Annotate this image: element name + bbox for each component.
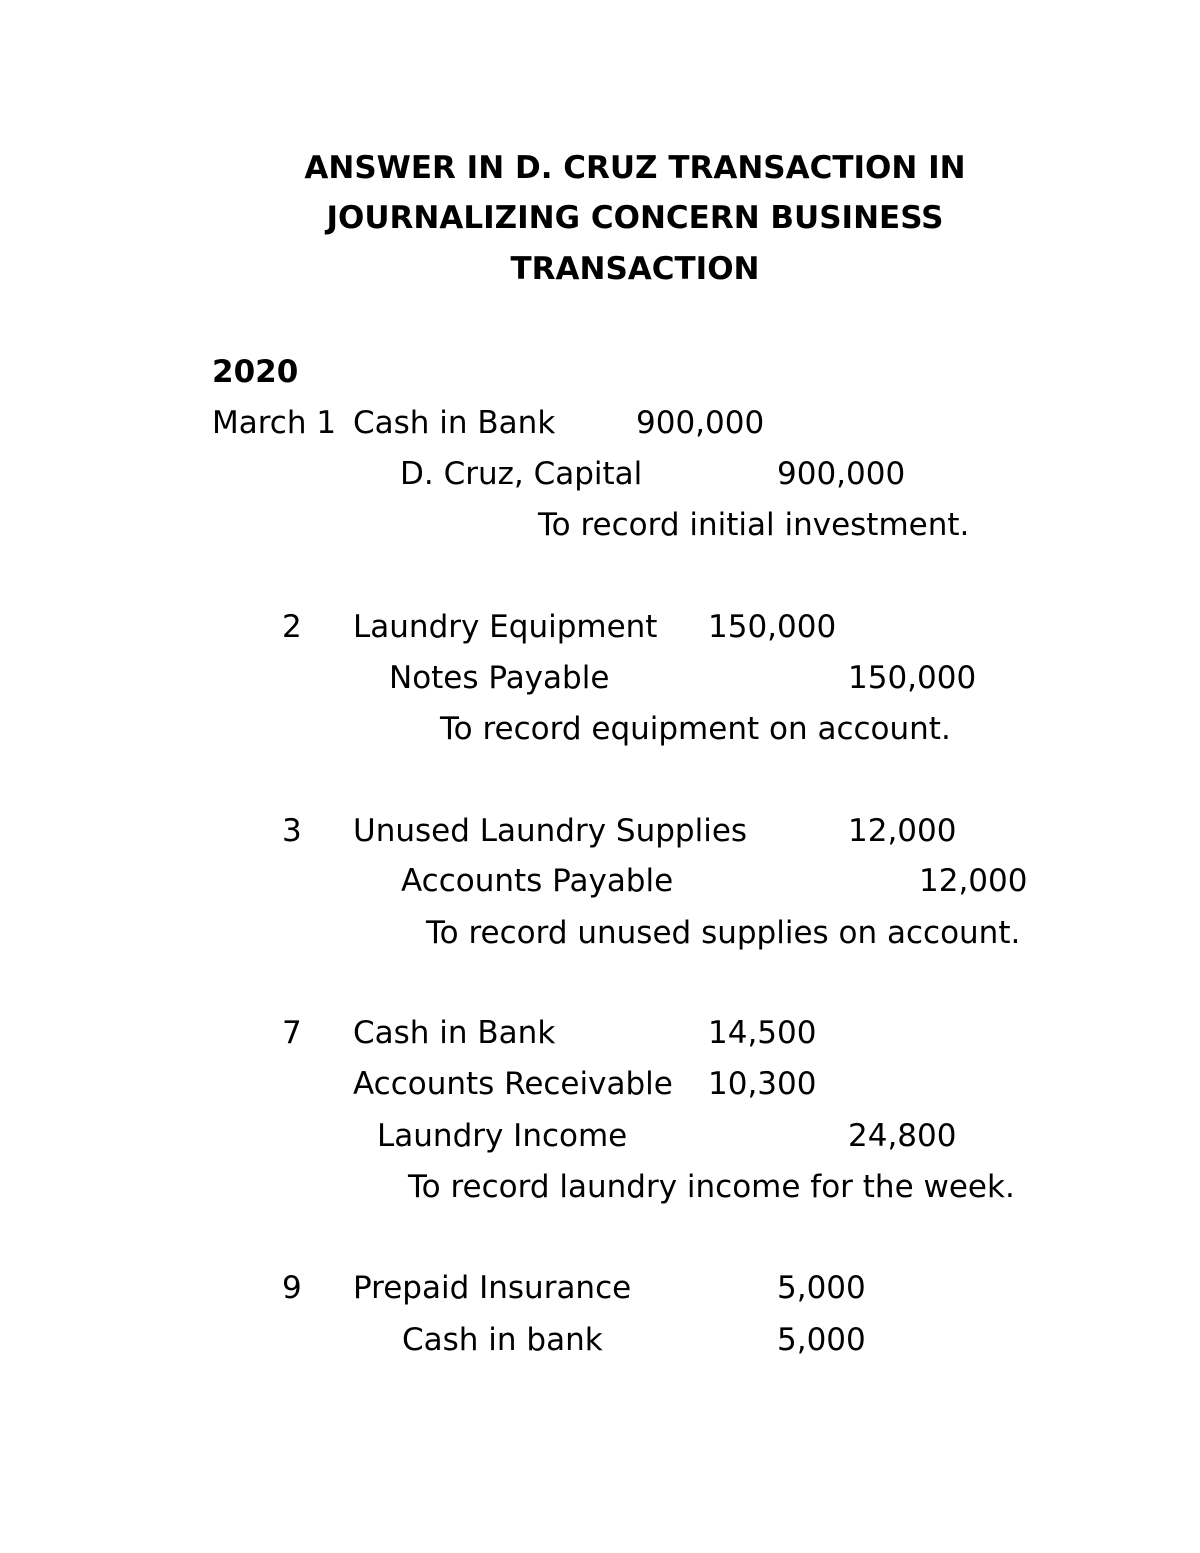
credit-amount: 12,000 xyxy=(919,863,1028,899)
credit-account: Notes Payable xyxy=(389,660,610,696)
entry-date: March 1 xyxy=(212,405,337,441)
credit-amount: 5,000 xyxy=(777,1322,866,1358)
credit-account: Cash in bank xyxy=(402,1322,603,1358)
debit-account: Prepaid Insurance xyxy=(353,1270,632,1306)
entry-explanation: To record unused supplies on account. xyxy=(426,915,1021,951)
credit-account: Accounts Payable xyxy=(401,863,674,899)
entry-explanation: To record equipment on account. xyxy=(440,711,951,747)
debit-amount: 150,000 xyxy=(708,609,837,645)
debit-amount: 900,000 xyxy=(636,405,765,441)
credit-amount: 150,000 xyxy=(848,660,977,696)
debit-account: Cash in Bank xyxy=(353,405,556,441)
debit-account: Accounts Receivable xyxy=(353,1066,673,1102)
entry-explanation: To record laundry income for the week. xyxy=(408,1169,1015,1205)
entry-date: 3 xyxy=(282,813,302,849)
debit-amount: 14,500 xyxy=(708,1015,817,1051)
debit-amount: 12,000 xyxy=(848,813,957,849)
credit-account: D. Cruz, Capital xyxy=(400,456,643,492)
document-title-line-1: ANSWER IN D. CRUZ TRANSACTION IN xyxy=(304,150,966,186)
entry-date: 9 xyxy=(282,1270,302,1306)
debit-amount: 5,000 xyxy=(777,1270,866,1306)
debit-account: Cash in Bank xyxy=(353,1015,556,1051)
document-title-line-3: TRANSACTION xyxy=(510,251,760,287)
debit-account: Unused Laundry Supplies xyxy=(353,813,748,849)
debit-amount: 10,300 xyxy=(708,1066,817,1102)
document-title-line-2: JOURNALIZING CONCERN BUSINESS xyxy=(326,200,944,236)
credit-amount: 24,800 xyxy=(848,1118,957,1154)
journal-year: 2020 xyxy=(212,354,299,390)
credit-amount: 900,000 xyxy=(777,456,906,492)
entry-date: 2 xyxy=(282,609,302,645)
entry-explanation: To record initial investment. xyxy=(538,507,970,543)
debit-account: Laundry Equipment xyxy=(353,609,658,645)
entry-date: 7 xyxy=(282,1015,302,1051)
credit-account: Laundry Income xyxy=(377,1118,628,1154)
